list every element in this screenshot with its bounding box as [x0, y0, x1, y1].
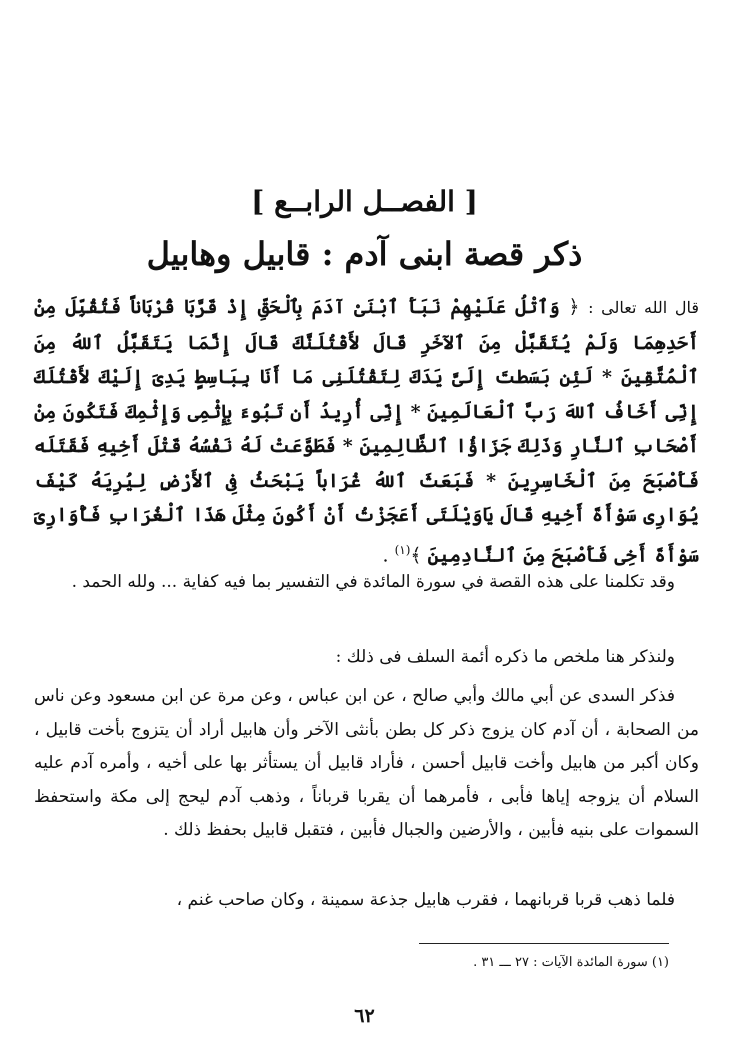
quran-close-bracket: ﴾	[410, 543, 422, 566]
footnote-divider	[419, 943, 669, 944]
quran-passage	[34, 290, 699, 572]
quran-verse-text: وَٱتْلُ عَلَيْهِمْ نَبَأَ ٱبْنَىْ آدَمَ بِٱلْحَقِّ إِذْ قَرَّبَا قُرْبَاناً فَتُقُبِّلَ مِنْ أَحَدِهِمَا وَلَمْ يُتَقَبَّلْ مِنَ ٱلآخَرِ قَالَ لأَقْتُلَنَّكَ قَالَ إِنَّمَا يَتَقَبَّلُ ٱللهُ مِنَ ٱلْمُتَّقِينَ * لَئِن بَسَطتَ إِلَىَّ يَدَكَ لِتَقْتُلَنِى مَا أَنَا بِبَاسِطٍ يَدِىَ إِلَيْكَ لأَقْتُلَكَ إِنِّى أَخَافُ ٱللهَ رَبَّ ٱلْعَالَمِينَ * إِنِّى أُرِيدُ أَن تَبُوءَ بِإِثْمِى وَإِثْمِكَ فَتَكُونَ مِنْ أَصْحَابِ ٱلنَّارِ وَذَلِكَ جَزَاؤُا ٱلظَّالِمِينَ * فَطَوَّعَتْ لَهُ نَفْسُهُ قَتْلَ أَخِيهِ فَقَتَلَه فَأَصْبَحَ مِنَ ٱلْخَاسِرِينَ * فَبَعَثَ ٱللهُ غُرَاباً يَبْحَثُ فِى ٱلأَرْضِ لِيُرِيَهُ كَيْفَ يُوَارِى سَوْأَةَ أَخِيهِ قَالَ يَاوَيْلَتَى أَعَجَزْتُ أَنْ أَكُونَ مِثْلَ هَذَا ٱلْغُرَابِ فَأُوَارِىَ سَوْأَةَ أَخِى فَأَصْبَحَ مِنَ ٱلنَّادِمِينَ	[34, 296, 699, 566]
footnote-reference: (١)	[394, 542, 411, 557]
chapter-label: [ الفصــل الرابــع ]	[251, 185, 478, 218]
quran-open-bracket: ﴿	[568, 296, 580, 318]
body-paragraph-commentary: وقد تكلمنا على هذه القصة في سورة المائدة في التفسير بما فيه كفاية ... ولله الحمد .	[71, 572, 675, 592]
quran-end-punctuation: .	[382, 543, 389, 566]
chapter-title: ذكر قصة ابنى آدم : قابيل وهابيل	[146, 235, 583, 273]
body-paragraph-continuation: فلما ذهب قربا قربانهما ، فقرب هابيل جذعة سمينة ، وكان صاحب غنم ،	[176, 890, 675, 910]
page-number: ٦٢	[354, 1005, 375, 1027]
body-paragraph-intro: ولنذكر هنا ملخص ما ذكره أئمة السلف فى ذلك :	[335, 647, 675, 667]
quran-intro: قال الله تعالى :	[588, 298, 700, 317]
footnote: (١) سورة المائدة الآيات : ٢٧ ـــ ٣١ .	[473, 955, 669, 970]
body-paragraph-narration: فذكر السدى عن أبي مالك وأبي صالح ، عن ابن عباس ، وعن مرة عن ابن مسعود وعن ناس من الصحابة ، أن آدم كان يزوج ذكر كل بطن بأنثى الآخر وأن هابيل أراد أن يتزوج بأخت قابيل ، وكان أكبر من هابيل وأخت قابيل أحسن ، فأراد قابيل أن يستأثر بها على أخيه ، وأمره آدم عليه السلام أن يزوجه إياها فأبى ، فأمرهما أن يقربا قرباناً ، وذهب آدم ليحج إلى مكة واستحفظ السموات على بنيه فأبين ، والأرضين والجبال فأبين ، فتقبل قابيل بحفظ ذلك .	[34, 686, 699, 840]
